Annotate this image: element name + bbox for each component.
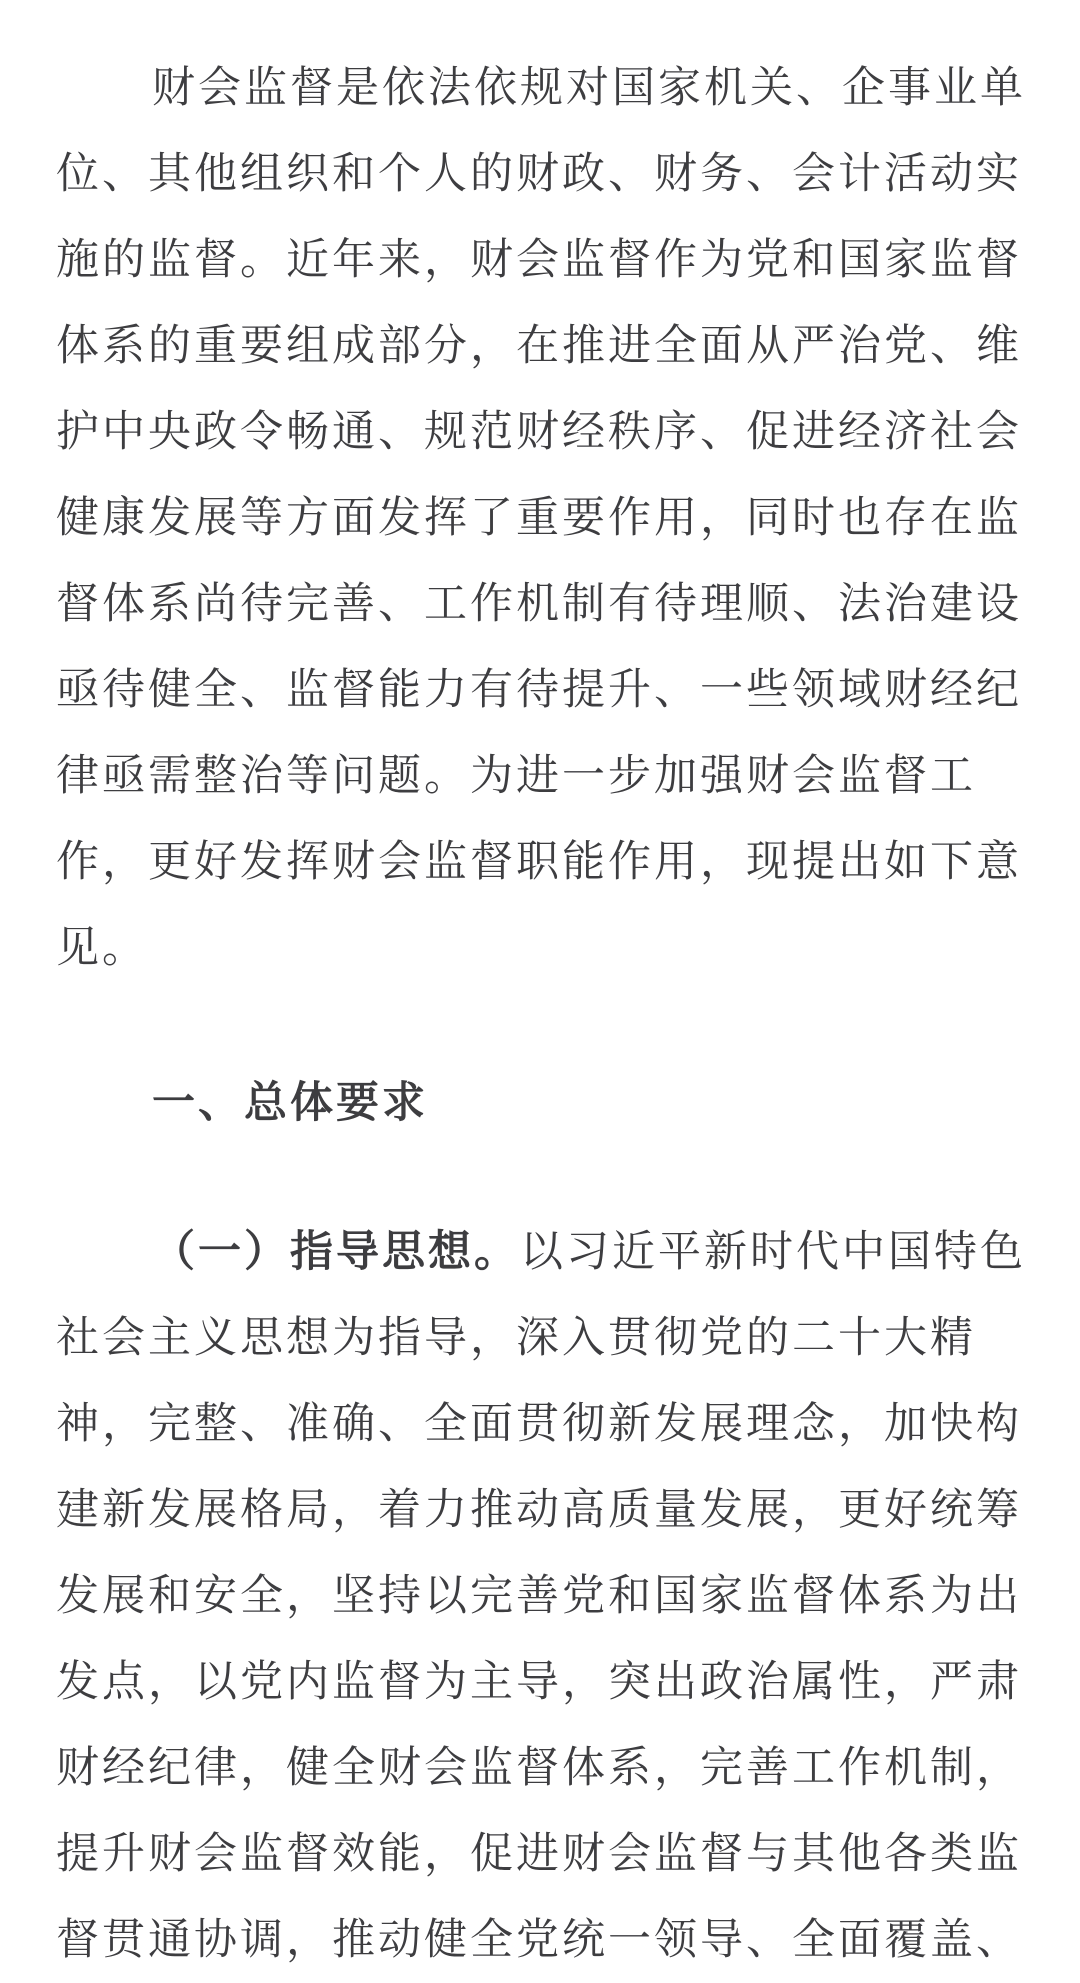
- subsection-title: （一）指导思想。: [152, 1227, 520, 1277]
- paragraph-line: 施的监督。近年来，财会监督作为党和国家监督: [56, 235, 1022, 285]
- paragraph-line: 律亟需整治等问题。为进一步加强财会监督工: [56, 751, 976, 801]
- paragraph-text: 以习近平新时代中国特色: [520, 1227, 1026, 1277]
- guiding-thought-paragraph: [56, 1209, 1036, 1983]
- paragraph-line: 体系的重要组成部分，在推进全面从严治党、维: [56, 321, 1022, 371]
- paragraph-line: 健康发展等方面发挥了重要作用，同时也存在监: [56, 493, 1022, 543]
- paragraph-line: 发点，以党内监督为主导，突出政治属性，严肃: [56, 1657, 1022, 1707]
- paragraph-line: 建新发展格局，着力推动高质量发展，更好统筹: [56, 1485, 1022, 1535]
- paragraph-line: 神，完整、准确、全面贯彻新发展理念，加快构: [56, 1399, 1022, 1449]
- paragraph-line: 督体系尚待完善、工作机制有待理顺、法治建设: [56, 579, 1022, 629]
- paragraph-line: 位、其他组织和个人的财政、财务、会计活动实: [56, 149, 1022, 199]
- article-body: [56, 45, 1036, 1983]
- paragraph-line: 社会主义思想为指导，深入贯彻党的二十大精: [56, 1313, 976, 1363]
- paragraph-line: [56, 1209, 1036, 1295]
- paragraph-line: 提升财会监督效能，促进财会监督与其他各类监: [56, 1829, 1022, 1879]
- paragraph-line: 亟待健全、监督能力有待提升、一些领域财经纪: [56, 665, 1022, 715]
- intro-paragraph: [56, 45, 1036, 991]
- paragraph-line: 财经纪律，健全财会监督体系，完善工作机制，: [56, 1743, 1022, 1793]
- paragraph-line: 作，更好发挥财会监督职能作用，现提出如下意: [56, 837, 1022, 887]
- paragraph-line: 财会监督是依法依规对国家机关、企事业单: [152, 63, 1026, 113]
- paragraph-line: 发展和安全，坚持以完善党和国家监督体系为出: [56, 1571, 1022, 1621]
- paragraph-line: 督贯通协调，推动健全党统一领导、全面覆盖、: [56, 1915, 1022, 1965]
- section-heading: 一、总体要求: [152, 1078, 428, 1128]
- paragraph-line: 护中央政令畅通、规范财经秩序、促进经济社会: [56, 407, 1022, 457]
- paragraph-line: 见。: [56, 923, 148, 973]
